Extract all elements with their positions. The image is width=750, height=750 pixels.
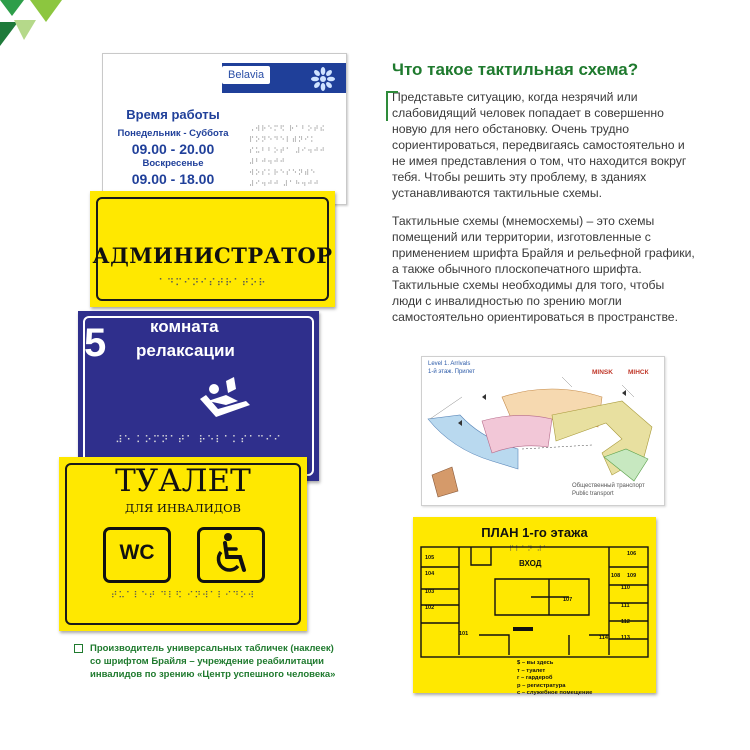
floor-plan-braille: ⠏⠇⠁⠝ ⠼⠁ <box>509 545 549 553</box>
hours-weekdays-label: Понедельник - Суббота <box>117 128 229 139</box>
map-logo-en: MINSK <box>592 369 613 376</box>
sign-toilet <box>59 457 307 631</box>
legend-item: $ – вы здесь <box>517 660 554 666</box>
map-level-ru: 1-й этаж. Прилет <box>428 369 476 375</box>
hours-title: Время работы <box>126 107 220 122</box>
legend-item: с – служебное помещение <box>517 690 593 697</box>
hours-weekdays-time: 09.00 - 20.00 <box>131 141 215 157</box>
hours-sunday-label: Воскресенье <box>142 158 204 169</box>
sign-relaxation-room <box>78 311 319 481</box>
room-label: 109 <box>627 573 637 579</box>
wheelchair-icon <box>200 530 262 580</box>
wheelchair-box <box>197 527 265 583</box>
legend-item: г – гардероб <box>517 675 553 682</box>
wc-icon <box>103 527 171 583</box>
airport-tactile-map <box>421 356 665 506</box>
toilet-title: ТУАЛЕТ <box>115 463 251 499</box>
floor-plan-sign <box>413 517 656 697</box>
floor-plan-title: ПЛАН 1-го этажа <box>481 525 588 540</box>
room-label: 103 <box>425 589 435 595</box>
room-label: 106 <box>627 551 637 557</box>
administrator-label: АДМИНИСТРАТОР <box>92 243 333 268</box>
belavia-logo: Belavia <box>222 66 270 84</box>
room-number: 5 <box>84 321 107 365</box>
floor-plan-legend <box>517 660 592 698</box>
map-logo-ru: МІНСК <box>628 369 649 376</box>
paragraph-intro-text: Представьте ситуацию, когда незрячий или слабовидящий человек попадает в совершенно новую для него обстановку. Очень трудно сориентироваться, передвигаясь самостоятельно и не имея представления о том, что находится вокруг тебя. Чтобы решить эту проблему, в зданиях устанавливаются тактильные схемы. <box>392 90 687 200</box>
toilet-subtitle: ДЛЯ ИНВАЛИДОВ <box>125 501 241 515</box>
caption-text: Производитель универсальных табличек (наклеек) со шрифтом Брайля – учреждение реабилитации инвалидов по зрению «Центр успешного человека» <box>90 643 336 680</box>
image-caption <box>74 642 340 681</box>
room-label: 101 <box>459 631 469 637</box>
sign-administrator <box>90 191 335 307</box>
room-label: 107 <box>563 597 573 603</box>
room-label: 105 <box>425 555 435 561</box>
legend-item: р – регистратура <box>517 682 566 689</box>
room-label-line1: комната <box>150 317 219 336</box>
room-label: 114 <box>599 635 608 641</box>
paragraph-bracket-icon <box>386 91 398 121</box>
room-label: 112 <box>621 619 630 625</box>
toilet-braille: ⠞⠥⠁⠇⠑⠞ ⠙⠇⠫ ⠊⠝⠺⠁⠇⠊⠙⠕⠺ <box>110 591 256 601</box>
map-legend-ru: Общественный транспорт <box>572 483 645 489</box>
room-label: 111 <box>621 603 630 609</box>
corner-logo-icon <box>0 0 70 60</box>
cornflower-icon <box>308 67 338 91</box>
reclining-person-icon <box>196 377 254 427</box>
room-label: 104 <box>425 571 435 577</box>
room-braille: ⠼⠑ ⠅⠕⠍⠝⠁⠞⠁ ⠗⠑⠇⠁⠅⠎⠁⠉⠊⠊ <box>115 435 282 446</box>
room-label: 110 <box>621 585 630 591</box>
map-legend-en: Public transport <box>572 491 614 497</box>
room-label: 102 <box>425 605 435 611</box>
paragraph-intro <box>392 89 697 201</box>
room-label: 113 <box>621 635 630 641</box>
hours-sunday-time: 09.00 - 18.00 <box>131 171 215 187</box>
page-heading: Что такое тактильная схема? <box>392 60 639 79</box>
belavia-brand-strip <box>222 63 346 93</box>
legend-item: т – туалет <box>517 667 546 674</box>
administrator-braille: ⠁⠙⠍⠊⠝⠊⠎⠞⠗⠁⠞⠕⠗ <box>158 278 267 289</box>
room-label: 108 <box>611 573 621 579</box>
map-level-en: Level 1. Arrivals <box>428 361 471 367</box>
sign-working-hours <box>102 53 347 205</box>
caption-bullet-icon <box>74 644 83 653</box>
wc-label: WC <box>119 541 155 564</box>
room-label-line2: релаксации <box>136 341 235 360</box>
hours-braille: ⠠⠺⠗⠑⠍⠫ ⠗⠁⠃⠕⠞⠮ ⠏⠕⠝⠑⠙⠑⠇⠾⠝⠊⠅ ⠎⠥⠃⠃⠕⠞⠁ ⠼⠊⠲⠚⠚ ⠼⠃⠚⠲⠚⠚ ⠺⠕⠎⠅⠗⠑⠎⠑⠝⠾⠑ ⠼⠊⠲⠚⠚ ⠼⠁⠓⠲⠚⠚ <box>249 125 326 188</box>
paragraph-definition: Тактильные схемы (мнемосхемы) – это схемы помещений или территории, изготовленные с применением шрифта Брайля и рельефной графики, а также обычного плоскопечатного шрифта. Тактильные схемы необходимы для того, чтобы люди с инвалидностью по зрению могли самостоятельно ориентироваться в пространстве. <box>392 214 695 324</box>
floor-plan-entry-label: ВХОД <box>519 559 542 568</box>
